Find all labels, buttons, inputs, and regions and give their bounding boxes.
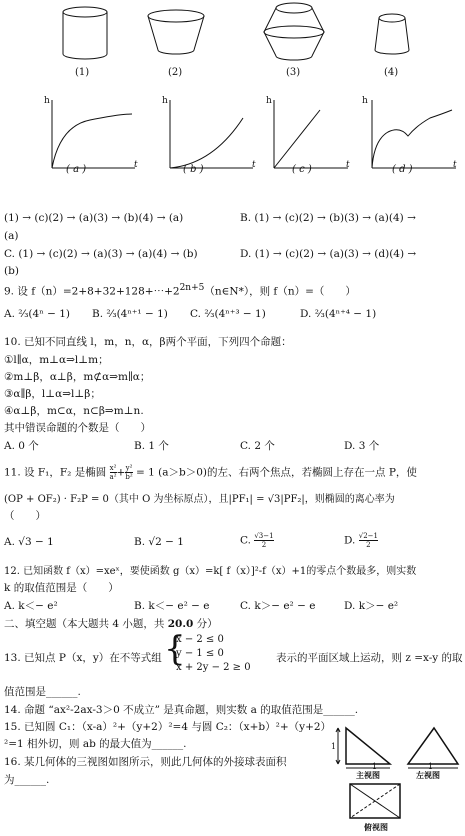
top-view-figure [346,782,406,822]
graph-caption-c: ( c ) [292,164,312,175]
q11-option-c-frac [254,532,273,549]
q14-text: 14. 命题 “ax²-2ax-3＞0 不成立” 是真命题，则实数 a 的取值范围是______. [4,704,359,716]
q11-frac-x: $\frac{\text{x²}}{\text{a²}}$ [109,464,117,481]
graph-caption-a: ( a ) [66,164,87,175]
q13-inequality-2: y − 1 ≤ 0 [176,648,224,659]
q8-option-b: B. (1) → (c)(2) → (b)(3) → (a)(4) → [240,212,416,224]
q11-option-d-num: √2−1 [358,532,378,540]
shape-caption-1: (1) [75,67,90,78]
q11-option-c-num: √3−1 [254,532,274,540]
q8-option-b-cont: (a) [4,230,19,242]
shape-caption-3: (3) [286,67,301,78]
section-2-tail: 分） [193,618,218,630]
q16-line-2: 为______. [4,774,50,786]
front-view-dim-width: 1 [372,762,378,771]
graph-c-h-label: h [266,96,272,106]
q10-option-c: C. 2 个 [240,440,275,452]
shape-double-frustum [258,0,330,66]
q10-proposition-1: ①l∥α，m⊥α⇒l⊥m； [4,354,109,366]
front-view-figure [334,724,394,770]
q16-line-1: 16. 某几何体的三视图如图所示，则此几何体的外接球表面积 [4,756,287,768]
q9-option-b: B. ²⁄₃(4ⁿ⁺¹ − 1) [92,308,168,320]
q11-text-a: 11. 设 F₁，F₂ 是椭圆 [4,466,107,479]
q13-inequality-1: x − 2 ≤ 0 [176,634,224,645]
top-view-label: 俯视图 [364,822,388,832]
q9-stem-tail: （n∈N*），则 f（n）=（ ） [204,285,356,298]
q8-option-d-cont: (b) [4,265,19,277]
q11-line-2: (OP + OF₂) · F₂P = 0（其中 O 为坐标原点），且|PF₁| = √3|PF₂|，则椭圆的离心率为 [4,494,395,505]
q11-option-c-letter: C. [240,534,251,547]
q13-text-b: 表示的平面区域上运动，则 z =x-y 的取 [276,652,463,664]
q10-proposition-3: ③α∥β，l⊥α⇒l⊥β； [4,388,101,400]
q8-option-a: (1) → (c)(2) → (a)(3) → (b)(4) → (a) [4,212,184,224]
q13-brace: { [164,629,186,669]
q9-option-a: A. ²⁄₃(4ⁿ − 1) [4,308,70,320]
q13-text-a: 13. 已知点 P（x，y）在不等式组 [4,652,162,664]
q11-option-d-den: 2 [366,541,371,549]
q9-stem [4,283,356,299]
q12-option-b: B. k＜− e² − e [134,600,210,612]
graph-a-t-label: t [134,160,138,170]
graph-d-h-label: h [362,96,368,106]
front-view-dim-height: 1 [331,742,337,751]
q11-option-c-den: 2 [261,541,267,549]
q10-proposition-2: ②m⊥β，α⊥β，m⊄α⇒m∥α； [4,371,151,383]
q12-option-a: A. k＜− e² [4,600,58,612]
shape-cylinder [55,4,115,64]
q11-text-b: = 1 (a＞b＞0)的左、右两个焦点，若椭圆上存在一点 P，使 [135,466,417,479]
shape-small-frustum [370,12,414,58]
q11-option-d-frac [359,532,378,549]
graph-a-h-label: h [44,96,50,106]
q12-line-1: 12. 已知函数 f（x）=xeˣ，要使函数 g（x）=k[ f（x）]²-f（x）+1的零点个数最多，则实数 [4,566,417,577]
q9-stem-text: 9. 设 f（n）=2+8+32+128+⋯+2 [4,285,180,298]
q11-option-d-letter: D. [344,534,356,547]
section-2-title: 二、填空题（本大题共 4 小题，共 [4,618,168,630]
q10-option-a: A. 0 个 [4,440,39,452]
q9-stem-exponent: 2n+5 [179,283,205,293]
q9-option-c: C. ²⁄₃(4ⁿ⁺³ − 1) [190,308,266,320]
q12-option-c: C. k＞− e² − e [240,600,316,612]
q9-option-d: D. ²⁄₃(4ⁿ⁺⁴ − 1) [300,308,377,320]
q11-frac-y: $\frac{\text{y²}}{\text{b²}}$ [125,464,133,481]
graph-a [40,96,140,178]
graph-b-t-label: t [252,160,256,170]
q15-line-1: 15. 已知圆 C₁：（x-a）²+（y+2）²=4 与圆 C₂：（x+b）²+（y+2） [4,721,332,733]
q12-option-d: D. k＞− e² [344,600,399,612]
q11-option-c [240,532,274,549]
q13-inequality-3: x + 2y − 2 ≥ 0 [176,662,251,673]
shape-frustum-wide-top [143,8,209,60]
graph-c-t-label: t [346,160,350,170]
q8-option-d: D. (1) → (c)(2) → (a)(3) → (d)(4) → [240,248,417,260]
q11-line-1: 11. 设 F₁，F₂ 是椭圆 $\frac{\text{x²}}{\text{a²}}$ + $\frac{\text{y²}}{\text{b²}}$ = 1 (a＞b＞0)的左、右两个焦点，若椭圆上存在一点 P，使 [4,464,417,481]
q11-line-3: （ ） [4,510,46,522]
graph-b [158,96,258,178]
q10-option-b: B. 1 个 [134,440,169,452]
graph-d-t-label: t [453,160,457,170]
q8-option-c: C. (1) → (c)(2) → (a)(3) → (a)(4) → (b) [4,248,198,260]
q11-option-b: B. √2 − 1 [134,536,184,548]
q10-option-d: D. 3 个 [344,440,380,452]
q15-line-2: ²=1 相外切，则 ab 的最大值为______. [4,738,187,750]
q10-question: 其中错误命题的个数是（ ） [4,422,151,434]
q10-proposition-4: ④α⊥β，m⊂α，n⊂β⇒m⊥n. [4,405,144,417]
q13-text-c: 值范围是______. [4,686,81,698]
graph-b-h-label: h [162,96,168,106]
q11-option-d [344,532,378,549]
q12-line-2: k 的取值范围是（ ） [4,582,119,594]
q10-stem: 10. 已知不同直线 l，m，n，α，β两个平面，下列四个命题： [4,336,292,348]
shape-caption-2: (2) [168,67,183,78]
graph-caption-b: ( b ) [183,164,204,175]
section-2-score: 20.0 [167,618,194,630]
shape-caption-4: (4) [384,67,399,78]
q11-option-a: A. √3 − 1 [4,536,54,548]
front-view-label: 主视图 [356,770,380,780]
left-view-dim-width: 1 [428,762,434,771]
left-view-label: 左视图 [416,770,440,780]
graph-caption-d: ( d ) [392,164,413,175]
